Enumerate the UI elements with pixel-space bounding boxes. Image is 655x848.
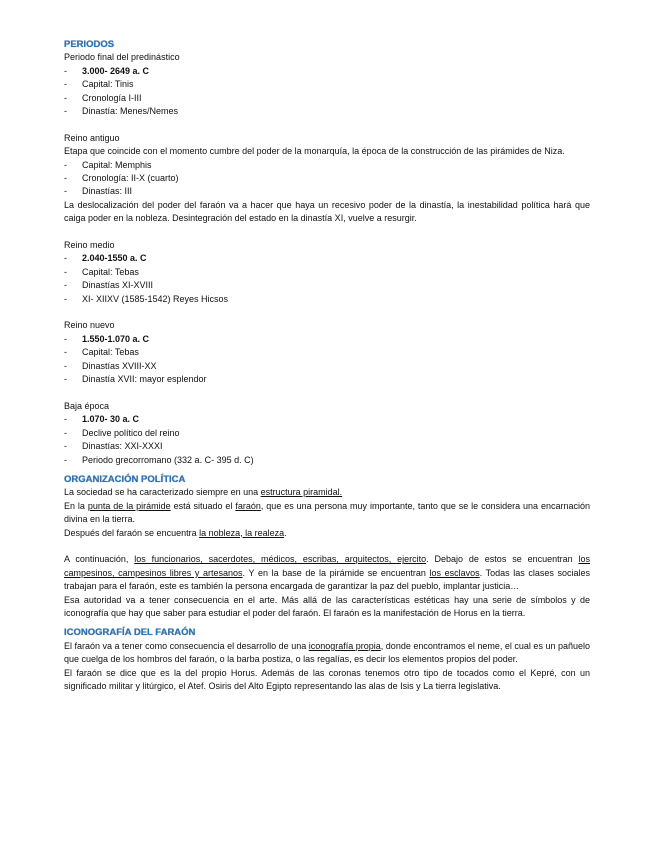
list-item: - 3.000- 2649 a. C bbox=[64, 65, 150, 76]
list-item: - Capital: Tebas bbox=[64, 266, 139, 277]
paragraph: La sociedad se ha caracterizado siempre en una estructura piramidal. bbox=[64, 487, 343, 498]
section-heading-periodos: PERIODOS bbox=[64, 39, 115, 50]
list-item: - Declive político del reino bbox=[64, 427, 180, 438]
list-item: - Dinastías: III bbox=[64, 186, 133, 197]
list-item: - Dinastías XVIII-XX bbox=[64, 360, 157, 371]
list-item: - Capital: Tebas bbox=[64, 347, 139, 358]
list-item: - Periodo grecorromano (332 a. C- 395 d. C) bbox=[64, 454, 254, 465]
paragraph: Después del faraón se encuentra la nobleza, la realeza. bbox=[64, 527, 287, 538]
list-item: - Capital: Tinis bbox=[64, 79, 134, 90]
paragraph: En la punta de la pirámide está situado el faraón, que es una persona muy importante, tanto que se le considera una encarnación divina en la tierra. bbox=[64, 500, 590, 525]
paragraph: A continuación, los funcionarios, sacerdotes, médicos, escribas, arquitectos, ejercito. Debajo de estos se encuentran los campesinos, campesinos libres y artesanos. Y en la base de la pirámide se encuentran los esclavos. Todas las clases sociales trabajan para el faraón, este es también la persona encargada de garantizar la paz del pueblo, implantar justicia… bbox=[64, 554, 590, 592]
subheading-predinastico: Periodo final del predinástico bbox=[64, 52, 180, 63]
section-heading-organizacion: ORGANIZACIÓN POLÍTICA bbox=[64, 473, 186, 485]
paragraph: El faraón va a tener como consecuencia el desarrollo de una iconografía propia, donde encontramos el neme, el cual es un pañuelo que cuelga de los hombros del faraón, o la barba postiza, o las regalías, es decir los elementos propios del poder. bbox=[64, 640, 590, 665]
paragraph: La deslocalización del poder del faraón va a hacer que haya un recesivo poder de la dinastía, la inestabilidad política hará que caiga poder en la nobleza. Desintegración del estado en la dinastía XI, vuelve a resurgir. bbox=[64, 199, 590, 224]
list-item: - XI- XIIXV (1585-1542) Reyes Hicsos bbox=[64, 293, 229, 304]
list-item: - Cronología: II-X (cuarto) bbox=[64, 173, 179, 184]
list-item: - Dinastía: Menes/Nemes bbox=[64, 106, 179, 117]
list-item: - Dinastías: XXI-XXXI bbox=[64, 441, 163, 452]
section-heading-iconografia: ICONOGRAFÍA DEL FARAÓN bbox=[64, 627, 196, 639]
list-item: - Dinastías XI-XVIII bbox=[64, 280, 154, 291]
list-item: - Cronología I-III bbox=[64, 92, 142, 103]
subheading-reino-medio: Reino medio bbox=[64, 240, 115, 251]
subheading-reino-nuevo: Reino nuevo bbox=[64, 320, 115, 331]
list-item: - 2.040-1550 a. C bbox=[64, 253, 147, 264]
list-item: - Dinastía XVII: mayor esplendor bbox=[64, 374, 207, 385]
subheading-reino-antiguo: Reino antiguo bbox=[64, 132, 120, 143]
list-item: - 1.070- 30 a. C bbox=[64, 414, 140, 425]
subheading-baja-epoca: Baja época bbox=[64, 400, 110, 411]
paragraph: El faraón se dice que es la del propio Horus. Además de las coronas tenemos otro tipo de tocados como el Kepré, con un significado militar y litúrgico, el Atef. Osiris del Alto Egipto representando las alas de Isis y La tierra legislativa. bbox=[64, 667, 590, 692]
paragraph: Esa autoridad va a tener consecuencia en el arte. Más allá de las características estéticas hay una serie de símbolos y de iconografía que hay que saber para estudiar el poder del faraón. El faraón es la manifestación de Horus en la tierra. bbox=[64, 594, 590, 618]
list-item: - Capital: Memphis bbox=[64, 159, 152, 170]
document-page bbox=[64, 38, 590, 693]
paragraph: Etapa que coincide con el momento cumbre del poder de la monarquía, la época de la construcción de las pirámides de Niza. bbox=[64, 146, 565, 157]
list-item: - 1.550-1.070 a. C bbox=[64, 333, 150, 344]
